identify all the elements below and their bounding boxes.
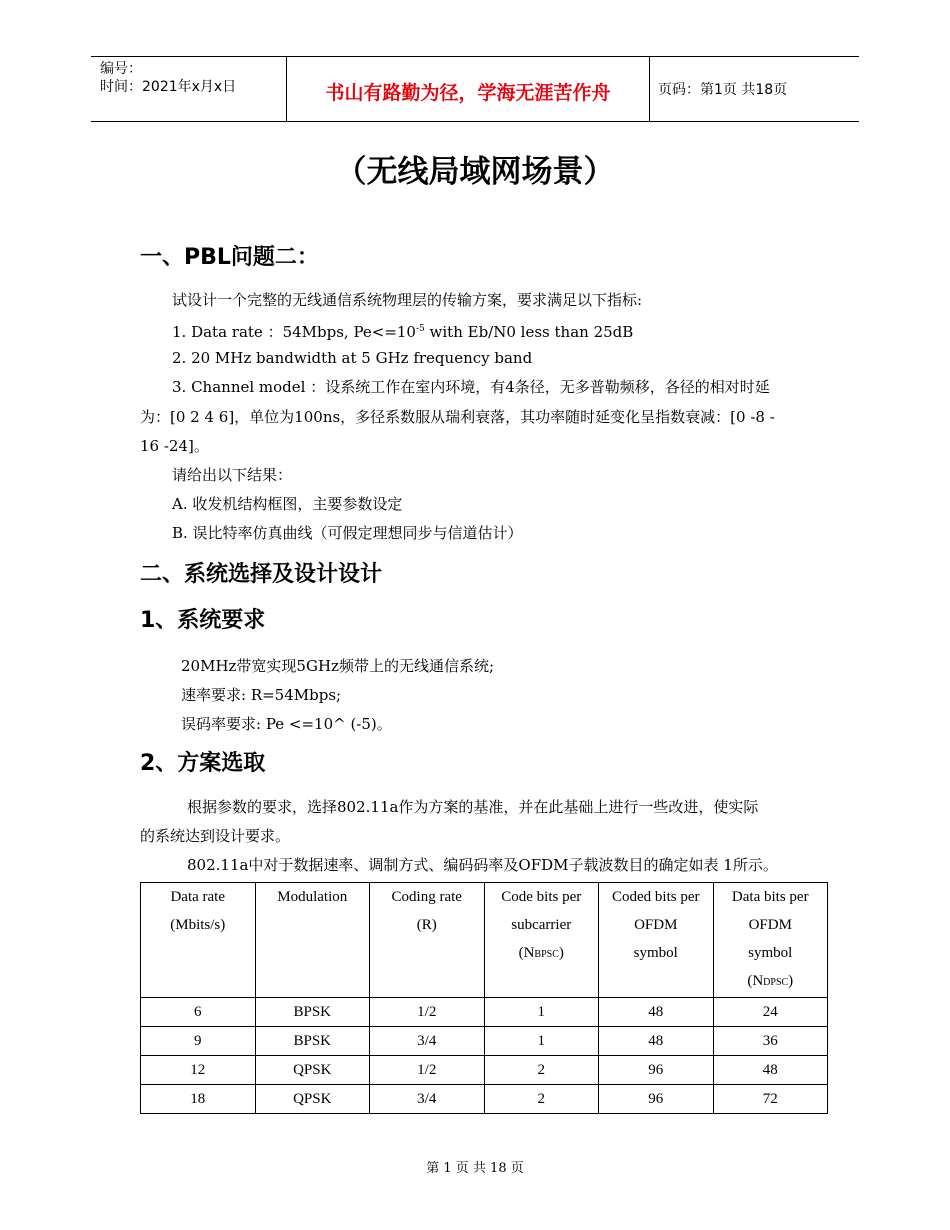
table-cell: 6 bbox=[141, 998, 256, 1027]
table-cell: 24 bbox=[713, 998, 828, 1027]
table-cell: QPSK bbox=[255, 1085, 370, 1114]
header-line: OFDM bbox=[634, 917, 678, 933]
scheme-para2: 802.11a中对于数据速率、调制方式、编码码率及OFDM子载波数目的确定如表 1所示。 bbox=[187, 856, 778, 874]
abbr-text: DPSC bbox=[763, 977, 789, 988]
table-cell: QPSK bbox=[255, 1056, 370, 1085]
table-cell: 2 bbox=[484, 1056, 599, 1085]
table-cell: 36 bbox=[713, 1027, 828, 1056]
header-line: Data rate bbox=[170, 889, 226, 905]
table-cell: 96 bbox=[599, 1085, 714, 1114]
header-line: (Mbits/s) bbox=[170, 917, 226, 933]
requirement-2: 2. 20 MHz bandwidth at 5 GHz frequency band bbox=[172, 349, 533, 367]
header-serial-label: 编号： bbox=[100, 61, 142, 77]
table-row bbox=[141, 1056, 828, 1085]
table-cell: 9 bbox=[141, 1027, 256, 1056]
table-cell: 3/4 bbox=[370, 1027, 485, 1056]
requirement-1-exponent: -5 bbox=[415, 324, 425, 334]
requirement-3-line1: 3. Channel model ：设系统工作在室内环境，有4条径，无多普勒频移，各径的相对时延 bbox=[172, 378, 770, 396]
header-line: symbol bbox=[633, 945, 678, 961]
header-coding-rate bbox=[370, 883, 485, 998]
page-footer: 第 1 页 共 18 页 bbox=[426, 1161, 524, 1176]
header-line: OFDM bbox=[748, 917, 792, 933]
header-page-info: 页码：第1页 共18页 bbox=[658, 82, 788, 98]
table-cell: 12 bbox=[141, 1056, 256, 1085]
header-line: (R) bbox=[416, 917, 437, 933]
header-time-label: 时间：2021年x月x日 bbox=[100, 79, 237, 95]
table-cell: 96 bbox=[599, 1056, 714, 1085]
result-a: A. 收发机结构框图，主要参数设定 bbox=[172, 495, 403, 513]
table-cell: BPSK bbox=[255, 998, 370, 1027]
abbr-open: (N bbox=[747, 973, 764, 989]
requirement-3-line2: 为：[0 2 4 6]，单位为100ns，多径系数服从瑞利衰落，其功率随时延变化呈指数衰减：[0 -8 - bbox=[140, 408, 775, 426]
abbr-close: ) bbox=[788, 973, 794, 989]
table-cell: 48 bbox=[599, 1027, 714, 1056]
system-req-line1: 20MHz带宽实现5GHz频带上的无线通信系统; bbox=[181, 657, 494, 675]
header-line: Code bits per bbox=[501, 889, 582, 905]
requirement-1-text: 1. Data rate ：54Mbps, Pe<=10 bbox=[172, 323, 416, 341]
table-header-row bbox=[141, 883, 828, 998]
header-motto: 书山有路勤为径，学海无涯苦作舟 bbox=[325, 82, 611, 104]
subsection1-heading: 1、系统要求 bbox=[140, 608, 266, 633]
result-b: B. 误比特率仿真曲线（可假定理想同步与信道估计） bbox=[172, 524, 523, 542]
abbr-open: (N bbox=[518, 945, 535, 961]
header-modulation bbox=[255, 883, 370, 998]
header-bottom-rule bbox=[91, 121, 859, 122]
header-top-rule bbox=[91, 56, 859, 57]
table-cell: 72 bbox=[713, 1085, 828, 1114]
table-cell: 48 bbox=[599, 998, 714, 1027]
requirement-1-suffix: with Eb/N0 less than 25dB bbox=[424, 323, 634, 341]
scheme-para1-line2: 的系统达到设计要求。 bbox=[140, 827, 291, 845]
document-title: （无线局域网场景） bbox=[335, 154, 615, 190]
scheme-para1-line1: 根据参数的要求，选择802.11a作为方案的基准，并在此基础上进行一些改进，使实际 bbox=[187, 798, 759, 816]
abbr-close: ) bbox=[558, 945, 564, 961]
subsection2-heading: 2、方案选取 bbox=[140, 751, 266, 776]
table-cell: 1/2 bbox=[370, 1056, 485, 1085]
rate-table bbox=[140, 882, 828, 1114]
header-data-rate bbox=[141, 883, 256, 998]
table-cell: 48 bbox=[713, 1056, 828, 1085]
table-cell: 2 bbox=[484, 1085, 599, 1114]
header-abbreviation bbox=[718, 967, 824, 997]
header-line: Modulation bbox=[277, 889, 348, 905]
table-row bbox=[141, 998, 828, 1027]
header-line: Coding rate bbox=[391, 889, 462, 905]
header-abbreviation bbox=[489, 939, 595, 969]
header-line: subcarrier bbox=[511, 917, 572, 933]
header-divider-right bbox=[649, 56, 650, 122]
header-data-bits-per-symbol bbox=[713, 883, 828, 998]
results-intro: 请给出以下结果： bbox=[172, 466, 293, 484]
table-row bbox=[141, 1027, 828, 1056]
header-line: symbol bbox=[748, 945, 793, 961]
table-cell: BPSK bbox=[255, 1027, 370, 1056]
table-cell: 1/2 bbox=[370, 998, 485, 1027]
requirement-3-line3: 16 -24]。 bbox=[140, 437, 209, 455]
section1-intro: 试设计一个完整的无线通信系统物理层的传输方案，要求满足以下指标: bbox=[172, 291, 643, 309]
table-cell: 3/4 bbox=[370, 1085, 485, 1114]
table-cell: 1 bbox=[484, 1027, 599, 1056]
header-line: Data bits per bbox=[731, 889, 809, 905]
table-cell: 1 bbox=[484, 998, 599, 1027]
table-cell: 18 bbox=[141, 1085, 256, 1114]
section2-heading: 二、系统选择及设计设计 bbox=[140, 562, 383, 587]
header-code-bits-per-subcarrier bbox=[484, 883, 599, 998]
requirement-1 bbox=[172, 319, 633, 342]
system-req-line2: 速率要求: R=54Mbps; bbox=[181, 686, 342, 704]
header-coded-bits-per-symbol bbox=[599, 883, 714, 998]
header-line: Coded bits per bbox=[612, 889, 700, 905]
section1-heading: 一、PBL问题二： bbox=[140, 245, 319, 270]
abbr-text: BPSC bbox=[534, 949, 559, 960]
system-req-line3: 误码率要求: Pe <=10^ (-5)。 bbox=[181, 715, 392, 733]
table-row bbox=[141, 1085, 828, 1114]
